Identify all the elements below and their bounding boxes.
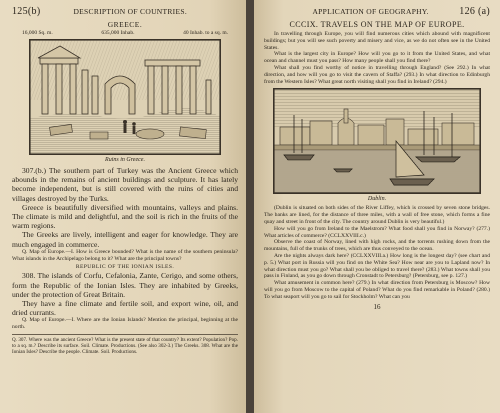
signature-mark: 16 (373, 302, 381, 311)
review-questions: Q. 307. Where was the ancient Greece? What is the present state of that country? Its extent? Population? Pop. to a sq. m.? Describe its surface. Soil. Climate. Productions. (See also 302-3.) The Greeks. 308. What are the Ionian Isles? Describe the people. Climate. Soil. Productions. (12, 337, 238, 356)
map-question-ionian: Q. Map of Europe.—I. Where are the Ionian Islands? Mention the principal, beginning at the north. (12, 317, 238, 331)
greece-illustration-caption: Ruins in Greece. (105, 157, 145, 163)
right-running-header (264, 6, 490, 17)
right-page (254, 0, 500, 413)
travel-question-norway: How will you go from Ireland to the Maelstrom? What food shall you find in Norway? (277.) What articles of commerce? (CCLXXVIII.c.) (264, 225, 490, 239)
greece-stats (12, 30, 238, 36)
paragraph-greece-surface: Greece is beautifully diversified with mountains, valleys and plains. The climate is mild and delightful, and the soil is rich in the fruits of the warm regions. (12, 202, 238, 231)
paragraph-ionian-climate: They have a fine climate and fertile soil, and export wine, oil, and dried currants. (12, 299, 238, 318)
paragraph-307: 307.(b.) The southern part of Turkey was the Ancient Greece which abounds in the remains of ancient buildings and sculpture. It has lately become independent, but is still covered with the ruins of cities and villages destroyed by the Turks. (12, 166, 238, 203)
paragraph-greeks: The Greeks are lively, intelligent and eager for knowledge. They are much engaged in commerce. (12, 230, 238, 249)
travels-questions-a: What is the largest city in Europe? How will you go to it from the United States, and what ocean and channel must you pass? How many people shall you find there? (264, 51, 490, 65)
stat-area: 16,000 Sq. m. (22, 30, 53, 36)
ruins-in-greece-illustration (29, 39, 221, 155)
stat-population: 635,000 Inhab. (101, 30, 135, 36)
divider (12, 334, 238, 335)
left-page (0, 0, 246, 413)
travel-note-coast: Observe the coast of Norway, lined with high rocks, and the torrents rushing down from the mountains, full of the trunks of trees, which are thus conveyed to the ocean. (264, 239, 490, 253)
dublin-description: (Dublin is situated on both sides of the River Liffey, which is crossed by seven stone bridges. The banks are lined, for the distance of three miles, with a wall of free stone, which forms a fine quay and street in front of the city. The country around Dublin is very beautiful.) (264, 205, 490, 225)
paragraph-308: 308. The islands of Corfu, Cefalonia, Zante, Cerigo, and some others, form the Republic of the Ionian Isles. They are inhabited by Greeks, under the protection of Great Britain. (12, 271, 238, 299)
travel-question-russia: Are the nights always dark here? (CCLXXVIII.a.) How long is the longest day? (see chart and p. 5.) What port in Russia will you find on the White Sea? How near are you to Lapland now? In what direction must you go? What shall you be obliged to travel there? (283.) What towns shall you pass in Finland, as you go down through Cronstadt to Petersburg? (Petersburg, see p. 127.) (264, 252, 490, 280)
stat-density: 40 Inhab. to a sq. m. (183, 30, 228, 36)
left-running-head: DESCRIPTION OF COUNTRIES. (73, 7, 188, 16)
book-gutter (246, 0, 254, 413)
map-question-greece: Q. Map of Europe.—I. How is Greece bounded? What is the name of the southern peninsula? What islands in the Archipelago belong to it? What are the principal towns? (12, 248, 238, 262)
ionian-isles-subheading: REPUBLIC OF THE IONIAN ISLES. (75, 264, 175, 271)
left-page-number: 125(b) (12, 6, 41, 17)
right-page-number: 126 (a) (459, 6, 490, 17)
dublin-illustration-caption: Dublin. (367, 196, 387, 203)
greece-title: GREECE. (107, 20, 143, 29)
travel-question-poland: What amusement in common here? (279.) In what direction from Petersburg is Moscow? How will you go from Moscow to the capital of Poland? What do you find remarkable in Poland? (280.) To what seaport will you go to sail for Stockholm? What can you (264, 280, 490, 300)
left-running-header (12, 6, 238, 17)
right-running-head: APPLICATION OF GEOGRAPHY. (312, 7, 429, 16)
travels-title: CCCIX. TRAVELS ON THE MAP OF EUROPE. (289, 20, 465, 29)
travels-questions-b: What shall you find worthy of notice in travelling through England? (See 292.) In what direction, and how will you go to visit the cavern of Staffa? (293.) In what direction to Edinburgh from the Western Isles? What great north visiting shall you find in Ireland? (294.) (264, 64, 490, 85)
dublin-illustration (273, 88, 481, 194)
travels-intro: In travelling through Europe, you will find numerous cities which abound with magnificent buildings; but you will see such poverty and misery and vice, as we do not often see in the United States. (264, 31, 490, 51)
